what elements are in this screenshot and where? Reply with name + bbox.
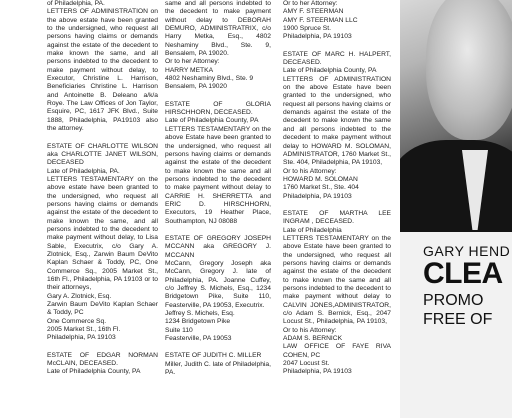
advertisement-headline: CLEA <box>423 257 503 290</box>
notice-mcclain-estate: ESTATE OF EDGAR NORMAN McCLAIN, DECEASED. Late of Philadelphia County, PA <box>47 351 158 376</box>
advertisement-photo <box>400 0 512 232</box>
advertisement-subline-2: FREE OF <box>423 311 493 328</box>
notice-wilson-estate: ESTATE OF CHARLOTTE WILSON aka CHARLOTTE JANET WILSON, DECEASED Late of Philadelphia, PA. LETTERS TESTAMENTARY on the above estate have been granted to the undersigned, who request all persons having claims or demands against the estate of the decedent to make known the same, and all persons indebted to the decedent to make payment without delay, to Lisa Sable, Executrix, c/o Gary A. Zlotnick, Esq., Zarwin Baum DeVito Kaplan Schaer & Toddy, PC, One Commerce Sq., 2005 Market St., 16th Fl., Philadelphia, PA 19103 or to their attorneys, Gary A. Zlotnick, Esq. Zarwin Baum DeVito Kaplan Schaer & Toddy, PC One Commerce Sq. 2005 Market St., 16th Fl. Philadelphia, PA 19103 <box>47 142 158 342</box>
notice-halpert-estate: ESTATE OF MARC H. HALPERT, DECEASED. Late of Philadelphia County, PA LETTERS OF ADMINISTRATION on the above Estate have been granted to the undersigned, who request all persons having claims or demands against the estate of the decedent to make known the same and all persons indebted to the decedent to make payment without delay to HOWARD M. SOLOMAN, ADMINISTRATOR, 1760 Market St., Ste. 404, Philadelphia, PA 19103, Or to his Attorney: HOWARD M. SOLOMAN 1760 Market St., Ste. 404 Philadelphia, PA 19103 <box>283 50 391 200</box>
notice-ingram-estate: ESTATE OF MARTHA LEE INGRAM , DECEASED. Late of Philadelphia LETTERS TESTAMENTARY on the above Estate have been granted to the undersigned, who request all persons having claims or demands against the estate of the decedent to make known the same and all persons indebted to the decedent to make payment without delay to CALVIN JONES,ADMINISTRATOR, c/o Adam S. Bernick, Esq., 2047 Locust St., Philadelphia, PA 19103, Or to his Attorney: ADAM S. BERNICK LAW OFFICE OF FAYE RIVA COHEN, PC 2047 Locust St. Philadelphia, PA 19103 <box>283 209 391 376</box>
notice-steerman-attorney: Or to her Attorney: AMY F. STEERMAN AMY F. STEERMAN LLC 1900 Spruce St. Philadelphia, PA 19103 <box>283 0 358 41</box>
notice-mccann-estate: ESTATE OF GREGORY JOSEPH MCCANN aka GREGORY J. MCCANN McCann, Gregory Joseph aka McCann, Gregory J. late of Philadelphia, PA. Joanne Cuffey, c/o Jeffrey S. Michels, Esq., 1234 Bridgetown Pike, Suite 110, Feasterville, PA 19053, Executrix. Jeffrey S. Michels, Esq. 1234 Bridgetown Pike Suite 110 Feasterville, PA 19053 <box>165 234 271 343</box>
advertisement-subline-1: PROMO <box>423 292 484 309</box>
notice-column-3 <box>283 0 391 377</box>
advertisement-panel <box>400 0 512 418</box>
notice-harrison-estate: of Philadelphia, PA. LETTERS OF ADMINISTRATION on the above estate have been granted to the undersigned, who request all persons having claims or demands against the estate of the decedent to make known the same, and all persons indebted to the decedent to make payment without delay, to Executor, Christine L. Harrison, Beneficiaries Christine L. Harrison and Antoinette B. Deleano a/k/a Roye. The Law Offices of Jon Taylor, Esquire, PC, 1617 JFK Blvd., Suite 1888, Philadelphia, PA19103 also the attorney. <box>47 0 158 133</box>
notice-hirschhorn-estate: ESTATE OF GLORIA HIRSCHHORN, DECEASED. Late of Philadelphia County, PA LETTERS TESTAMENTARY on the above Estate have been granted to the undersigned, who request all persons having claims or demands against the estate of the decedent to make known the same and all persons indebted to the decedent to make payment without delay to CARRIE H. SHERRETTA and ERIC D. HIRSCHHORN, Executors, 19 Heather Place, Southampton, NJ 08088 <box>165 100 271 225</box>
advertisement-name: GARY HEND <box>423 243 511 259</box>
notice-column-1 <box>47 0 158 377</box>
notice-demuro-estate: same and all persons indebted to the decedent to make payment without delay to DEBORAH DEMURO, ADMINISTRATRIX, c/o Harry Metka, Esq., 4802 Neshaminy Blvd., Ste. 9, Bensalem, PA 19020. Or to her Attorney: HARRY METKA 4802 Neshaminy Blvd., Ste. 9 Bensalem, PA 19020 <box>165 0 271 91</box>
notice-miller-estate: ESTATE OF JUDITH C. MILLER Miller, Judith C. late of Philadelphia, PA. <box>165 352 271 377</box>
notice-column-2 <box>165 0 271 377</box>
portrait-face <box>426 0 512 140</box>
